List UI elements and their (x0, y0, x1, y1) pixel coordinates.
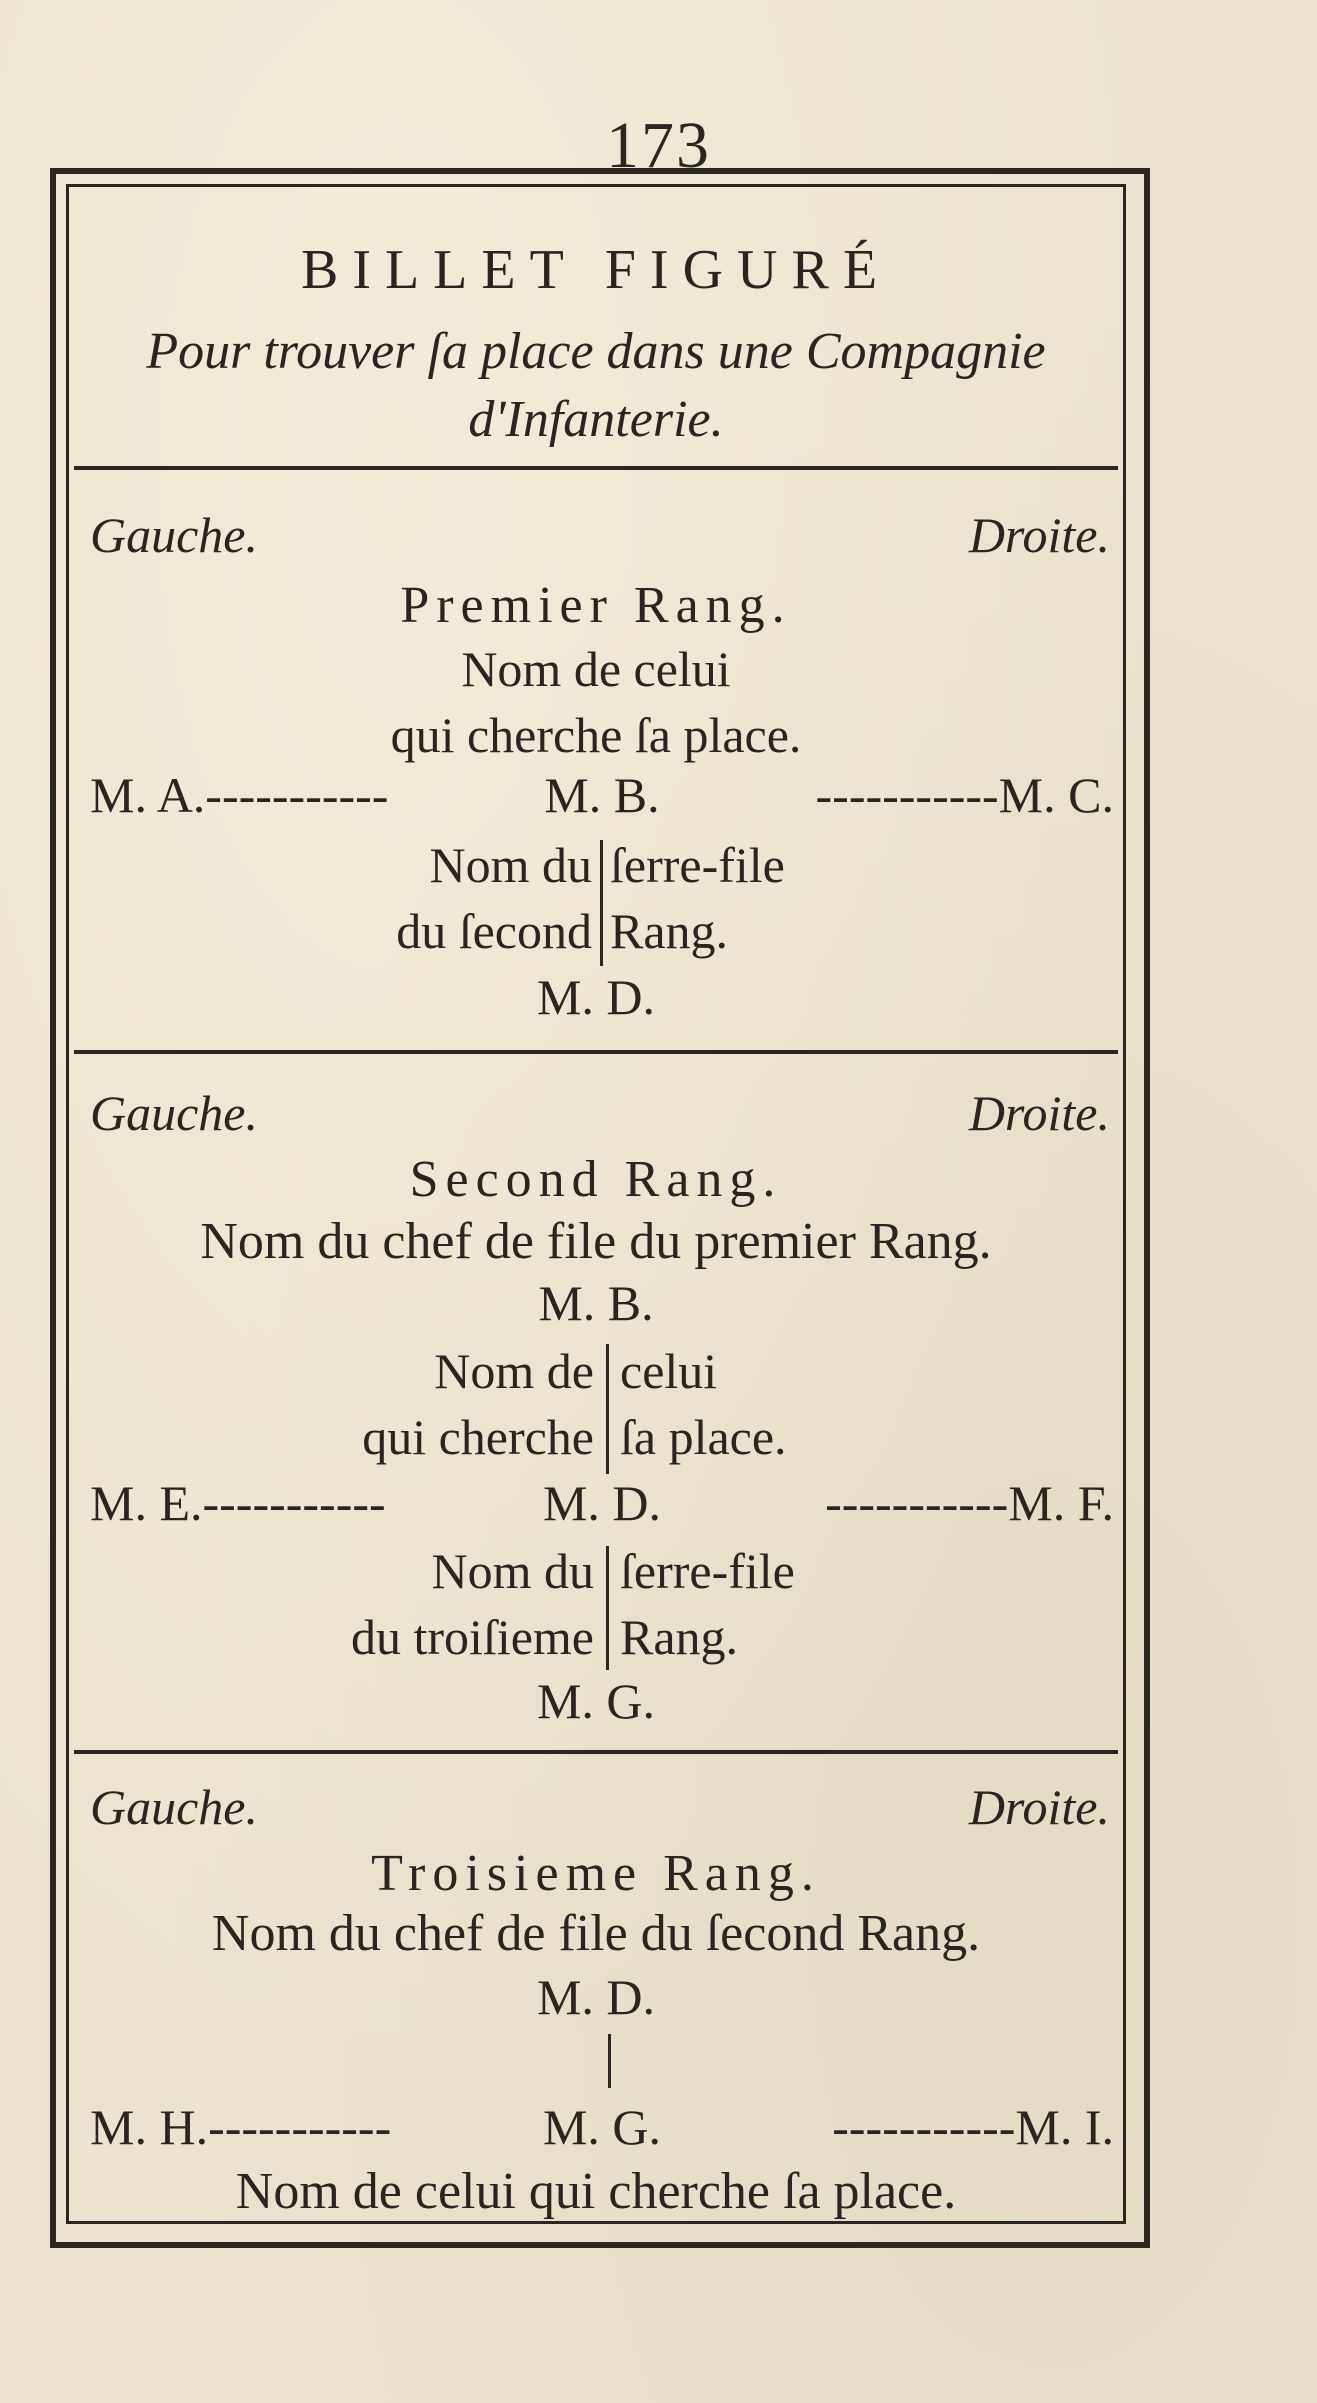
section-3-line-2: M. D. (536, 1969, 656, 2025)
section-2-row-left: M. E.----------- (90, 1475, 386, 1531)
section-3-line-1: Nom du chef de file du ſecond Rang. (211, 1905, 981, 1962)
section-1-vertical-rule (600, 840, 603, 966)
section-1-droite: Droite. (968, 507, 1110, 563)
section-1-split-left-2: du ſecond (396, 903, 592, 959)
section-2-split-left-4: du troiſieme (351, 1609, 594, 1665)
section-2-vertical-rule-1 (606, 1344, 609, 1474)
divider-3 (74, 1750, 1118, 1754)
section-2-vertical-rule-2 (606, 1546, 609, 1670)
section-1-line-2: qui cherche ſa place. (390, 707, 802, 763)
page-number: 173 (606, 109, 711, 182)
section-3-row-right: -----------M. I. (832, 2099, 1114, 2155)
section-1-rank: Premier Rang. (400, 577, 792, 634)
section-2-gauche: Gauche. (90, 1085, 258, 1141)
section-2-split-right-3: ſerre-file (620, 1543, 795, 1599)
section-2-split-left-3: Nom du (431, 1543, 594, 1599)
section-1-line-1: Nom de celui (461, 641, 731, 697)
section-2-rank: Second Rang. (409, 1151, 783, 1208)
section-1-row-left: M. A.----------- (90, 767, 389, 823)
section-2-split-right-2: ſa place. (620, 1409, 787, 1465)
section-1-row-mid: M. B. (544, 767, 660, 823)
section-2-split-left-1: Nom de (434, 1343, 594, 1399)
section-3-vertical-rule (608, 2034, 611, 2088)
section-2-line-1: Nom du chef de file du premier Rang. (200, 1213, 992, 1270)
section-2-row-mid: M. D. (542, 1475, 662, 1531)
section-2-split-left-2: qui cherche (362, 1409, 594, 1465)
section-3-row-left: M. H.----------- (90, 2099, 392, 2155)
section-1-split-right-1: ſerre-file (610, 837, 785, 893)
billet-title: BILLET FIGURÉ (300, 239, 892, 301)
section-1-bottom: M. D. (536, 969, 656, 1025)
section-2-line-2: M. B. (538, 1275, 654, 1331)
section-3-droite: Droite. (968, 1779, 1110, 1835)
section-3-rank: Troisieme Rang. (371, 1845, 821, 1902)
section-2-bottom: M. G. (536, 1673, 656, 1729)
section-1-row-right: -----------M. C. (815, 767, 1114, 823)
section-2-split-right-1: celui (620, 1343, 718, 1399)
subtitle-line-2: d'Infanterie. (468, 391, 724, 448)
section-2-droite: Droite. (968, 1085, 1110, 1141)
section-2-split-right-4: Rang. (620, 1609, 739, 1665)
subtitle-line-1: Pour trouver ſa place dans une Compagnie (146, 323, 1046, 380)
section-1-gauche: Gauche. (90, 507, 258, 563)
section-3-row-mid: M. G. (542, 2099, 662, 2155)
divider-1 (74, 466, 1118, 470)
section-3-gauche: Gauche. (90, 1779, 258, 1835)
section-3-bottom: Nom de celui qui cherche ſa place. (235, 2163, 957, 2220)
section-1-split-left-1: Nom du (429, 837, 592, 893)
section-2-row-right: -----------M. F. (825, 1475, 1114, 1531)
divider-2 (74, 1050, 1118, 1054)
section-1-split-right-2: Rang. (610, 903, 729, 959)
